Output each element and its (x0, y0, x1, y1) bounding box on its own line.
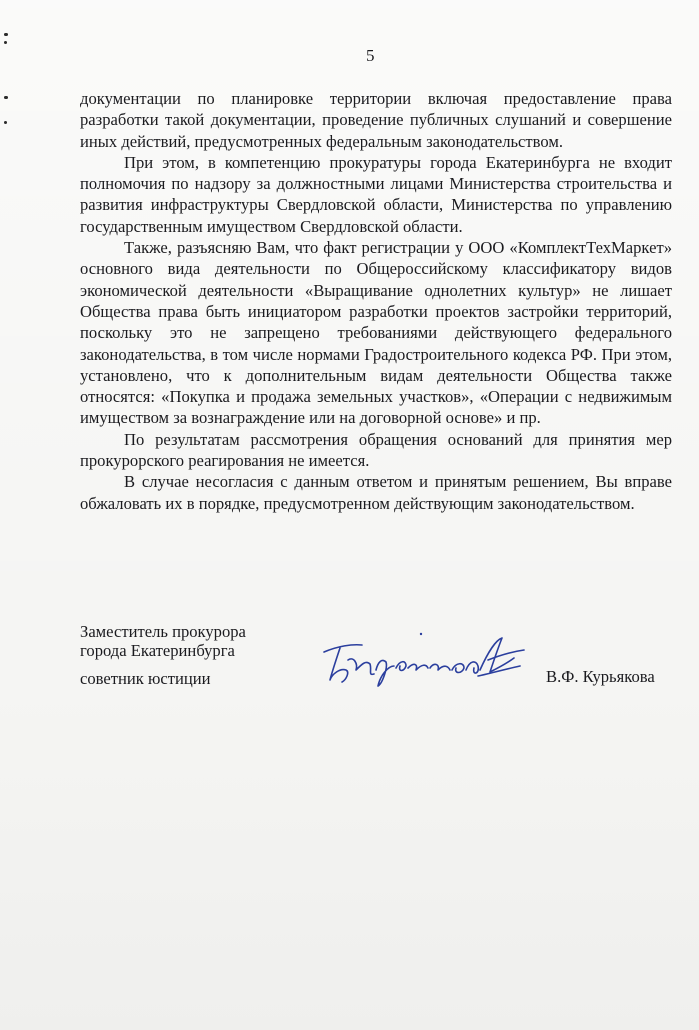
punch-mark (4, 33, 8, 36)
letter-body (80, 88, 672, 514)
signatory-name: В.Ф. Курьякова (546, 667, 655, 686)
punch-mark (4, 96, 8, 99)
paper-shading (0, 690, 699, 1030)
paragraph-explanation: Также, разъясняю Вам, что факт регистрации у ООО «КомплектТехМаркет» основного вида деятельности по Общероссийскому классификатору видов экономической деятельности «Выращивание однолетних культур» не лишает Общества права быть инициатором разработки проектов застройки территорий, поскольку это не запрещено требованиями действующего федерального законодательства, в том числе нормами Градостроительного кодекса РФ. При этом, установлено, что к дополнительным видам деятельности Общества также относятся: «Покупка и продажа земельных участков», «Операции с недвижимым имуществом за вознаграждение или на договорной основе» и пр. (80, 238, 672, 428)
punch-mark (4, 121, 7, 124)
signatory-title (80, 622, 320, 660)
punch-mark (4, 41, 7, 44)
signatory-rank: советник юстиции (80, 669, 211, 688)
signatory-title-line: Заместитель прокурора (80, 622, 246, 641)
paragraph-conclusion: По результатам рассмотрения обращения оснований для принятия мер прокурорского реагирования не имеется. (80, 429, 672, 471)
signatory-title-line: города Екатеринбурга (80, 641, 235, 660)
paragraph-continuation: документации по планировке территории включая предоставление права разработки такой документации, проведение публичных слушаний и совершение иных действий, предусмотренных федеральным законодательством. (80, 89, 672, 151)
paragraph-jurisdiction: При этом, в компетенцию прокуратуры города Екатеринбурга не входит полномочия по надзору за должностными лицами Министерства строительства и развития инфраструктуры Свердловской области, Министерства по управлению государственным имуществом Свердловской области. (80, 152, 672, 236)
paragraph-appeal: В случае несогласия с данным ответом и принятым решением, Вы вправе обжаловать их в порядке, предусмотренном действующим законодательством. (80, 472, 672, 513)
page-number: 5 (366, 46, 375, 65)
handwritten-signature (318, 630, 533, 688)
